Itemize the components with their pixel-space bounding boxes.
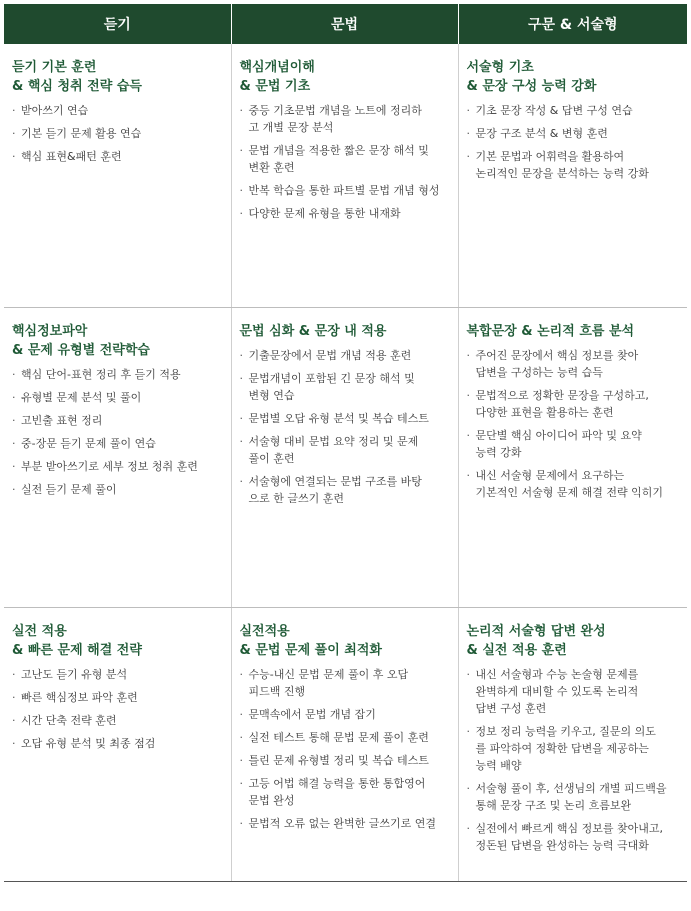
list-item: · 정보 정리 능력을 키우고, 질문의 의도 를 파악하여 정확한 답변을 제공하는 능력 배양 xyxy=(467,723,680,774)
cell-list xyxy=(240,347,450,507)
cell-title: 핵심정보파악 & 문제 유형별 전략학습 xyxy=(12,323,150,358)
table-row xyxy=(4,44,687,307)
table-row xyxy=(4,607,687,881)
list-item: · 문법적 오류 없는 완벽한 글쓰기로 연결 xyxy=(240,815,450,832)
list-item: · 중등 기초문법 개념을 노트에 정리하 고 개별 문장 분석 xyxy=(240,102,450,136)
cell-list xyxy=(467,666,680,854)
list-item: · 받아쓰기 연습 xyxy=(12,102,223,119)
list-item: · 틀린 문제 유형별 정리 및 복습 테스트 xyxy=(240,752,450,769)
list-item: · 서술형 대비 문법 요약 정리 및 문제 풀이 훈련 xyxy=(240,433,450,467)
header-syntax-writing: 구문 & 서술형 xyxy=(458,4,687,44)
list-item: · 실전 듣기 문제 풀이 xyxy=(12,481,223,498)
list-item: · 기본 듣기 문제 활용 연습 xyxy=(12,125,223,142)
cell-title: 실전적용 & 문법 문제 풀이 최적화 xyxy=(239,623,382,658)
cell-title: 듣기 기본 훈련 & 핵심 청취 전략 습득 xyxy=(12,60,142,94)
list-item: · 중-장문 듣기 문제 풀이 연습 xyxy=(12,435,223,452)
list-item: · 문맥속에서 문법 개념 잡기 xyxy=(240,706,450,723)
list-item: · 문법 개념을 적용한 짧은 문장 해석 및 변환 훈련 xyxy=(240,142,450,176)
list-item: · 오답 유형 분석 및 최종 점검 xyxy=(12,735,223,752)
cell-list xyxy=(467,102,680,182)
list-item: · 기초 문장 작성 & 답변 구성 연습 xyxy=(467,102,680,119)
table-cell xyxy=(4,607,231,881)
list-item: · 내신 서술형 문제에서 요구하는 기본적인 서술형 문제 해결 전략 익히기 xyxy=(467,467,680,501)
cell-title: 핵심개념이해 & 문법 기초 xyxy=(239,60,315,94)
list-item: · 내신 서술형과 수능 논술형 문제를 완벽하게 대비할 수 있도록 논리적 답변 구성 훈련 xyxy=(467,666,680,717)
cell-list xyxy=(467,347,680,501)
list-item: · 기출문장에서 문법 개념 적용 훈련 xyxy=(240,347,450,364)
list-item: · 유형별 문제 분석 및 풀이 xyxy=(12,389,223,406)
list-item: · 문장 구조 분석 & 변형 훈련 xyxy=(467,125,680,142)
list-item: · 서술형 풀이 후, 선생님의 개별 피드백을 통해 문장 구조 및 논리 흐름보완 xyxy=(467,780,680,814)
header-grammar: 문법 xyxy=(231,4,458,44)
list-item: · 고빈출 표현 정리 xyxy=(12,412,223,429)
list-item: · 고난도 듣기 유형 분석 xyxy=(12,666,223,683)
cell-list xyxy=(12,102,223,165)
list-item: · 수능-내신 문법 문제 풀이 후 오답 피드백 진행 xyxy=(240,666,450,700)
curriculum-table xyxy=(4,4,687,882)
header-row xyxy=(4,4,687,44)
list-item: · 핵심 단어-표현 정리 후 듣기 적용 xyxy=(12,366,223,383)
list-item: · 실전에서 빠르게 핵심 정보를 찾아내고, 정돈된 답변을 완성하는 능력 극대화 xyxy=(467,820,680,854)
list-item: · 시간 단축 전략 훈련 xyxy=(12,712,223,729)
cell-title: 문법 심화 & 문장 내 적용 xyxy=(239,323,387,339)
cell-list xyxy=(12,366,223,498)
table-cell xyxy=(4,307,231,607)
cell-title: 복합문장 & 논리적 흐름 분석 xyxy=(466,323,635,339)
table-cell xyxy=(231,607,458,881)
header-listening: 듣기 xyxy=(4,4,231,44)
list-item: · 주어진 문장에서 핵심 정보를 찾아 답변을 구성하는 능력 습득 xyxy=(467,347,680,381)
cell-title: 실전 적용 & 빠른 문제 해결 전략 xyxy=(12,623,142,658)
list-item: · 문법적으로 정확한 문장을 구성하고, 다양한 표현을 활용하는 훈련 xyxy=(467,387,680,421)
list-item: · 문법개념이 포함된 긴 문장 해석 및 변형 연습 xyxy=(240,370,450,404)
cell-list xyxy=(240,666,450,832)
table-row xyxy=(4,307,687,607)
cell-title: 서술형 기초 & 문장 구성 능력 강화 xyxy=(466,60,597,94)
list-item: · 기본 문법과 어휘력을 활용하여 논리적인 문장을 분석하는 능력 강화 xyxy=(467,148,680,182)
table-cell xyxy=(458,307,687,607)
table-cell xyxy=(231,44,458,307)
table-cell xyxy=(231,307,458,607)
list-item: · 다양한 문제 유형을 통한 내재화 xyxy=(240,205,450,222)
list-item: · 부분 받아쓰기로 세부 정보 청취 훈련 xyxy=(12,458,223,475)
list-item: · 빠른 핵심정보 파악 훈련 xyxy=(12,689,223,706)
list-item: · 문법별 오답 유형 분석 및 복습 테스트 xyxy=(240,410,450,427)
list-item: · 반복 학습을 통한 파트별 문법 개념 형성 xyxy=(240,182,450,199)
list-item: · 실전 테스트 통해 문법 문제 풀이 훈련 xyxy=(240,729,450,746)
table-cell xyxy=(458,44,687,307)
list-item: · 핵심 표현&패턴 훈련 xyxy=(12,148,223,165)
cell-title: 논리적 서술형 답변 완성 & 실전 적용 훈련 xyxy=(466,623,606,658)
cell-list xyxy=(240,102,450,222)
cell-list xyxy=(12,666,223,752)
table-cell xyxy=(458,607,687,881)
list-item: · 문단별 핵심 아이디어 파악 및 요약 능력 강화 xyxy=(467,427,680,461)
list-item: · 고등 어법 해결 능력을 통한 통합영어 문법 완성 xyxy=(240,775,450,809)
table-cell xyxy=(4,44,231,307)
list-item: · 서술형에 연결되는 문법 구조를 바탕 으로 한 글쓰기 훈련 xyxy=(240,473,450,507)
